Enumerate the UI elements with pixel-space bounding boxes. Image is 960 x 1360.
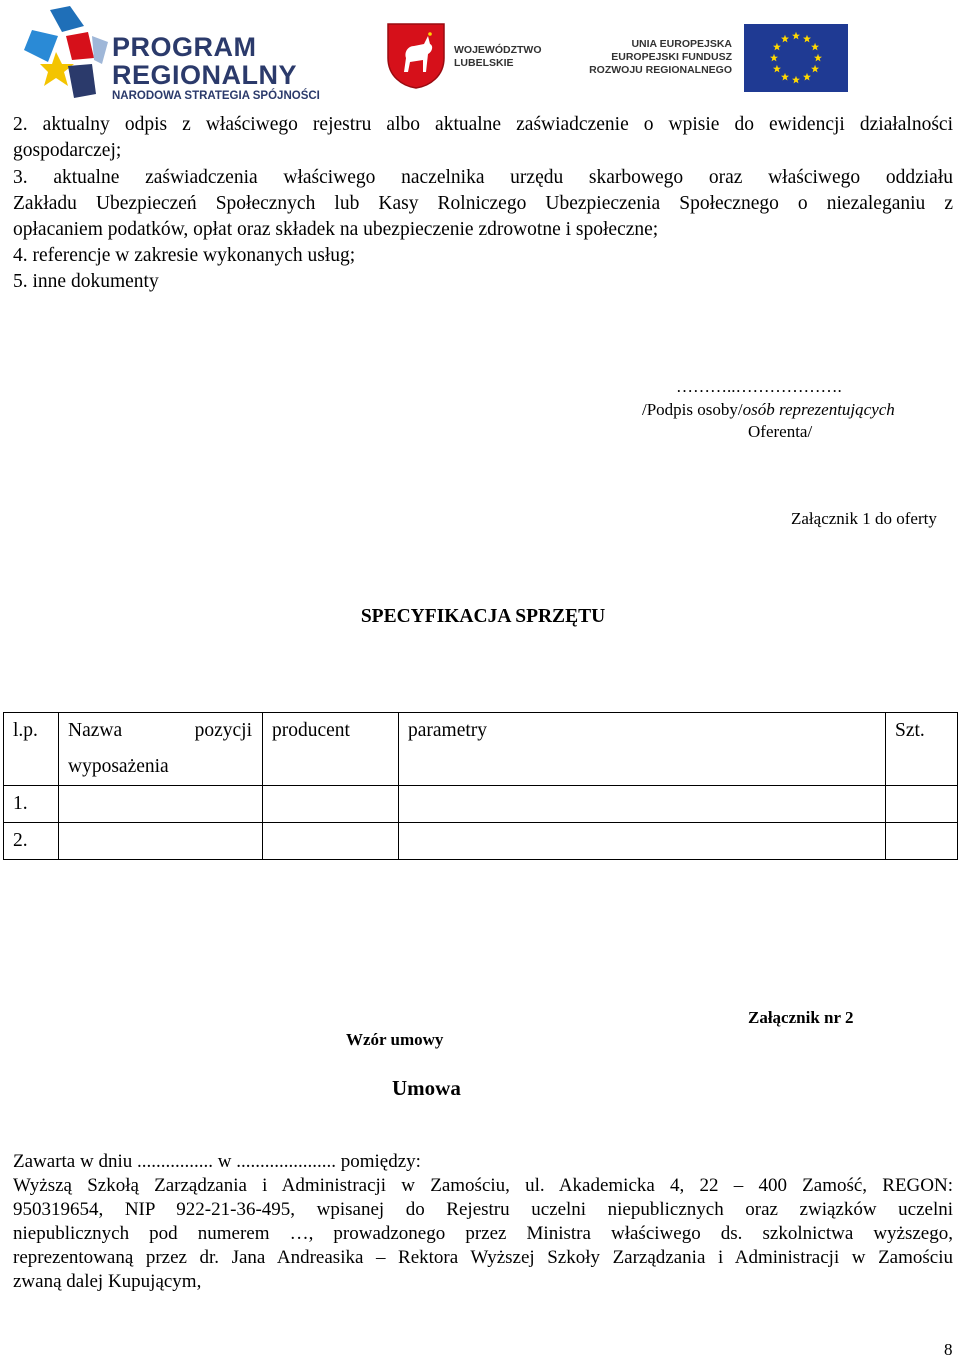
table-row [4,786,958,823]
program-logo-line2: REGIONALNY [112,60,298,90]
signature-label-italic: osób reprezentujących [742,400,895,419]
table-row [4,823,958,860]
contract-line: niepublicznych pod numerem …, prowadzonego przez Ministra właściwego ds. szkolnictwa wyższego, [13,1223,953,1244]
requirement-line: Zakładu Ubezpieczeń Społecznych lub Kasy Rolniczego Ubezpieczenia Społecznego o niezaleganiu z [13,193,953,214]
row-number: 2. [13,830,28,851]
header-name-line2: wyposażenia [68,756,169,777]
program-regionalny-logo [22,6,342,102]
contract-line: reprezentowaną przez dr. Jana Andreasika – Rektora Wyższej Szkoły Zarządzania i Administracji w Zamościu [13,1247,953,1268]
spec-title: SPECYFIKACJA SPRZĘTU [360,606,606,627]
wojewodztwo-lubelskie-logo [386,22,556,92]
star-burst-icon [22,6,112,102]
signature-label [642,399,895,421]
program-logo-line3: NARODOWA STRATEGIA SPÓJNOŚCI [112,90,320,102]
voivodeship-logo-line2: LUBELSKIE [454,57,514,69]
requirement-line: 4. referencje w zakresie wykonanych usług; [13,245,356,266]
voivodeship-logo-line1: WOJEWÓDZTWO [454,44,542,56]
contract-line: Zawarta w dniu ................ w ..................... pomiędzy: [13,1151,421,1172]
eu-logo-line2: EUROPEJSKI FUNDUSZ [611,51,732,63]
header-producer: producent [263,713,399,786]
requirement-line: 5. inne dokumenty [13,271,159,292]
requirement-line: 2. aktualny odpis z właściwego rejestru albo aktualne zaświadczenie o wpisie do ewidencji działalności [13,114,953,135]
header-params: parametry [399,713,886,786]
header-qty: Szt. [886,713,958,786]
page-number: 8 [944,1340,953,1359]
contract-template-label: Wzór umowy [346,1030,444,1049]
attachment-1-label: Załącznik 1 do oferty [791,509,937,528]
eu-logo-line3: ROZWOJU REGIONALNEGO [589,64,732,76]
header-name [59,713,263,786]
eu-flag-icon [744,24,848,92]
attachment-2-label: Załącznik nr 2 [748,1008,854,1027]
eu-fund-logo [590,24,850,94]
requirement-line: 3. aktualne zaświadczenia właściwego naczelnika urzędu skarbowego oraz właściwego oddziału [13,167,953,188]
signature-label-line2: Oferenta/ [748,422,813,441]
contract-line: zwaną dalej Kupującym, [13,1271,202,1292]
signature-label-normal: /Podpis osoby/ [642,400,743,419]
header-name-word1: Nazwa [68,720,123,741]
table-header-row [4,713,958,786]
eu-logo-line1: UNIA EUROPEJSKA [631,38,732,50]
contract-line: 950319654, NIP 922-21-36-495, wpisanej do Rejestru uczelni niepublicznych oraz związków uczelni [13,1199,953,1220]
header-lp: l.p. [4,713,59,786]
requirement-line: opłacaniem podatków, opłat oraz składek na ubezpieczenie zdrowotne i społeczne; [13,219,659,240]
program-logo-line1: PROGRAM [112,32,257,62]
signature-dots: ………..………………. [676,377,842,396]
contract-line: Wyższą Szkołą Zarządzania i Administracji w Zamościu, ul. Akademicka 4, 22 – 400 Zamość, REGON: [13,1175,953,1196]
row-number: 1. [13,793,28,814]
contract-title: Umowa [392,1076,461,1100]
spec-table [3,712,958,860]
requirement-line: gospodarczej; [13,140,122,161]
header-name-word2: pozycji [194,720,252,741]
goat-shield-icon [386,22,446,90]
